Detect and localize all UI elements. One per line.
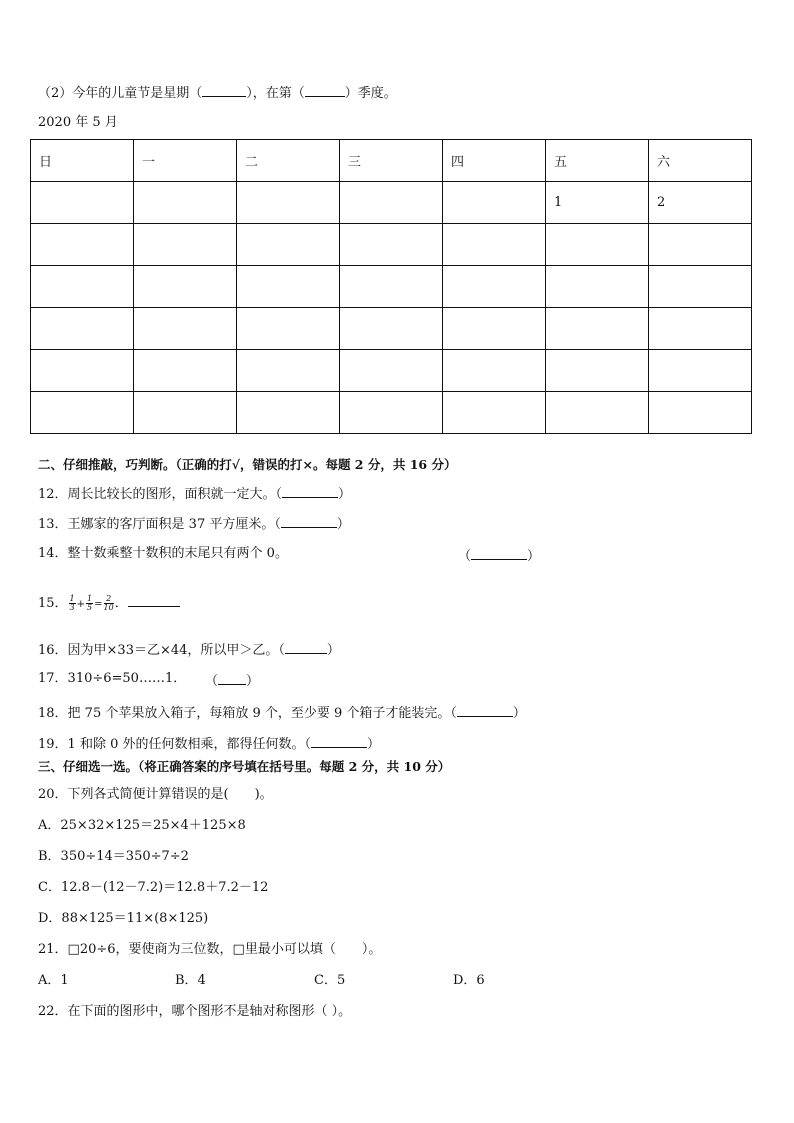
calendar-cell[interactable] bbox=[237, 266, 340, 308]
answer-blank[interactable] bbox=[311, 733, 367, 748]
calendar-row bbox=[31, 392, 752, 434]
calendar-row bbox=[31, 266, 752, 308]
paren-close: ） bbox=[246, 674, 260, 689]
calendar-cell[interactable] bbox=[31, 266, 134, 308]
calendar-header-cell: 二 bbox=[237, 140, 340, 182]
calendar-cell[interactable] bbox=[237, 392, 340, 434]
fraction-denominator: 5 bbox=[87, 603, 93, 612]
question-14 bbox=[38, 545, 288, 563]
question-text: 19．1 和除 0 外的任何数相乘，都得任何数。（ bbox=[38, 737, 311, 752]
q21-option-c[interactable]: C．5 bbox=[314, 973, 346, 988]
paren-close: ） bbox=[512, 706, 526, 721]
calendar-cell[interactable] bbox=[31, 224, 134, 266]
calendar-cell[interactable] bbox=[31, 350, 134, 392]
question-17-answer bbox=[205, 670, 259, 691]
answer-blank[interactable] bbox=[128, 592, 180, 607]
question-text: 12．周长比较长的图形，面积就一定大。（ bbox=[38, 487, 283, 502]
paren-close: ） bbox=[338, 487, 352, 502]
calendar-cell[interactable] bbox=[134, 182, 237, 224]
calendar-cell[interactable] bbox=[546, 308, 649, 350]
fraction bbox=[69, 595, 76, 612]
calendar-cell[interactable] bbox=[340, 182, 443, 224]
calendar-cell[interactable] bbox=[237, 308, 340, 350]
calendar-cell[interactable]: 1 bbox=[546, 182, 649, 224]
calendar-cell[interactable] bbox=[31, 392, 134, 434]
calendar-cell[interactable] bbox=[443, 350, 546, 392]
q11-prefix: （2）今年的儿童节是星期（ bbox=[38, 86, 203, 101]
question-text: 13．王娜家的客厅面积是 37 平方厘米。（ bbox=[38, 517, 281, 532]
paren-close: ） bbox=[336, 517, 350, 532]
fraction-denominator: 10 bbox=[103, 603, 114, 612]
calendar-header-cell: 一 bbox=[134, 140, 237, 182]
calendar-cell[interactable] bbox=[134, 308, 237, 350]
calendar-table bbox=[30, 139, 752, 434]
calendar-cell[interactable] bbox=[649, 392, 752, 434]
calendar-row bbox=[31, 308, 752, 350]
answer-blank[interactable] bbox=[202, 82, 246, 97]
q20-option-d[interactable]: D．88×125＝11×(8×125) bbox=[38, 911, 209, 926]
q11-suffix: ）季度。 bbox=[344, 86, 397, 101]
calendar-cell[interactable] bbox=[340, 266, 443, 308]
paren-close: ） bbox=[326, 643, 340, 658]
plus-sign: + bbox=[76, 599, 86, 610]
calendar-cell[interactable] bbox=[31, 182, 134, 224]
period: ． bbox=[114, 596, 128, 611]
question-19 bbox=[38, 733, 380, 754]
answer-blank[interactable] bbox=[457, 702, 513, 717]
calendar-header-cell: 五 bbox=[546, 140, 649, 182]
question-21: 21．□20÷6，要使商为三位数，□里最小可以填（ ）。 bbox=[38, 942, 382, 957]
calendar-cell[interactable] bbox=[340, 392, 443, 434]
calendar-cell[interactable] bbox=[649, 266, 752, 308]
answer-blank[interactable] bbox=[282, 483, 338, 498]
calendar-cell[interactable] bbox=[546, 350, 649, 392]
q20-option-b[interactable]: B．350÷14＝350÷7÷2 bbox=[38, 849, 189, 864]
fraction-numerator: 1 bbox=[69, 594, 75, 603]
question-16 bbox=[38, 639, 340, 660]
q21-option-a[interactable]: A．1 bbox=[38, 973, 69, 988]
question-number: 15． bbox=[38, 596, 68, 611]
calendar-cell[interactable] bbox=[340, 224, 443, 266]
calendar-cell[interactable] bbox=[134, 350, 237, 392]
calendar-cell[interactable] bbox=[443, 308, 546, 350]
question-18 bbox=[38, 702, 526, 723]
calendar-row bbox=[31, 224, 752, 266]
question-13 bbox=[38, 513, 350, 534]
question-14-answer bbox=[458, 545, 540, 566]
calendar-cell[interactable] bbox=[443, 224, 546, 266]
question-text: 16．因为甲×33＝乙×44，所以甲＞乙。（ bbox=[38, 643, 285, 658]
calendar-cell[interactable] bbox=[443, 392, 546, 434]
section-2-heading: 二、仔细推敲，巧判断。（正确的打√，错误的打×。每题 2 分，共 16 分） bbox=[38, 457, 457, 472]
question-15 bbox=[38, 592, 180, 614]
question-12 bbox=[38, 483, 351, 504]
paren-open: （ bbox=[205, 674, 219, 689]
calendar-cell[interactable] bbox=[340, 350, 443, 392]
calendar-cell[interactable] bbox=[546, 224, 649, 266]
fraction-numerator: 2 bbox=[104, 595, 114, 604]
answer-blank[interactable] bbox=[218, 670, 246, 685]
q11-mid: ），在第（ bbox=[246, 86, 305, 101]
paren-open: （ bbox=[458, 549, 472, 564]
calendar-header-cell: 日 bbox=[31, 140, 134, 182]
question-11-part-2 bbox=[38, 82, 397, 103]
calendar-cell[interactable] bbox=[31, 308, 134, 350]
q21-option-d[interactable]: D．6 bbox=[453, 973, 485, 988]
q21-option-b[interactable]: B．4 bbox=[175, 973, 206, 988]
fraction-numerator: 1 bbox=[87, 594, 93, 603]
calendar-cell[interactable] bbox=[237, 224, 340, 266]
q20-option-c[interactable]: C．12.8－(12－7.2)＝12.8＋7.2－12 bbox=[38, 880, 269, 895]
calendar-row bbox=[31, 350, 752, 392]
answer-blank[interactable] bbox=[305, 82, 345, 97]
calendar-cell[interactable] bbox=[443, 266, 546, 308]
calendar-cell[interactable]: 2 bbox=[649, 182, 752, 224]
calendar-cell[interactable] bbox=[237, 350, 340, 392]
calendar-row bbox=[31, 182, 752, 224]
q20-option-a[interactable]: A．25×32×125＝25×4＋125×8 bbox=[38, 818, 246, 833]
calendar-cell[interactable] bbox=[649, 350, 752, 392]
calendar-header-cell: 四 bbox=[443, 140, 546, 182]
calendar-cell[interactable] bbox=[340, 308, 443, 350]
calendar-cell[interactable] bbox=[134, 266, 237, 308]
fraction bbox=[104, 595, 114, 612]
equals-sign: = bbox=[94, 599, 103, 610]
question-text: 17．310÷6=50……1． bbox=[38, 671, 187, 686]
calendar-caption: 2020 年 5 月 bbox=[38, 115, 118, 130]
calendar-cell[interactable] bbox=[546, 266, 649, 308]
calendar-cell[interactable] bbox=[649, 308, 752, 350]
calendar-cell[interactable] bbox=[237, 182, 340, 224]
section-3-heading: 三、仔细选一选。（将正确答案的序号填在括号里。每题 2 分，共 10 分） bbox=[38, 759, 451, 774]
calendar-header-cell: 六 bbox=[649, 140, 752, 182]
answer-blank[interactable] bbox=[281, 513, 337, 528]
question-17 bbox=[38, 670, 186, 688]
calendar-cell[interactable] bbox=[443, 182, 546, 224]
question-text: 14．整十数乘整十数积的末尾只有两个 0。 bbox=[38, 546, 288, 561]
calendar-cell[interactable] bbox=[134, 224, 237, 266]
calendar-cell[interactable] bbox=[649, 224, 752, 266]
calendar-cell[interactable] bbox=[134, 392, 237, 434]
question-text: 18．把 75 个苹果放入箱子，每箱放 9 个，至少要 9 个箱子才能装完。（ bbox=[38, 706, 457, 721]
paren-close: ） bbox=[366, 737, 380, 752]
answer-blank[interactable] bbox=[471, 545, 527, 560]
answer-blank[interactable] bbox=[285, 639, 327, 654]
calendar-cell[interactable] bbox=[546, 392, 649, 434]
question-20: 20．下列各式简便计算错误的是( )。 bbox=[38, 787, 273, 802]
fraction-denominator: 3 bbox=[69, 603, 75, 612]
calendar-header-cell: 三 bbox=[340, 140, 443, 182]
fraction bbox=[86, 595, 93, 612]
question-22: 22．在下面的图形中，哪个图形不是轴对称图形（ ）。 bbox=[38, 1004, 352, 1019]
paren-close: ） bbox=[527, 549, 541, 564]
calendar-header-row bbox=[31, 140, 752, 182]
